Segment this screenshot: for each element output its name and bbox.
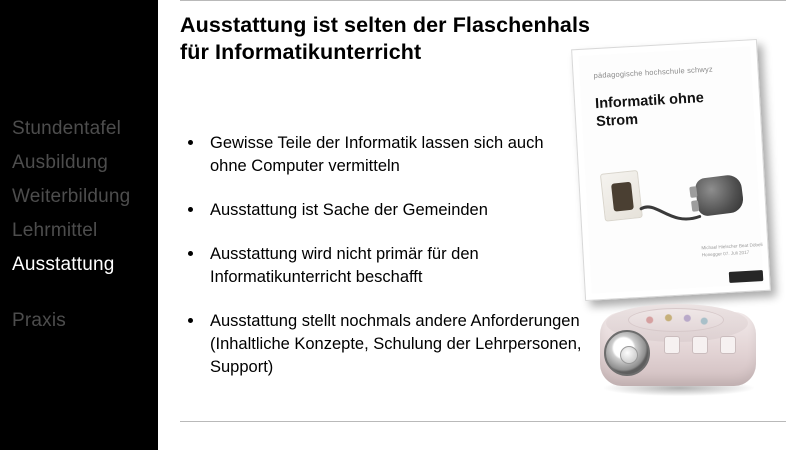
sidebar-item-label: Praxis (12, 310, 66, 331)
top-divider (180, 0, 786, 1)
plug-pin-icon (689, 186, 697, 198)
list-item (182, 243, 582, 289)
bottom-divider (180, 421, 786, 422)
sidebar-item-stundentafel[interactable] (12, 112, 158, 146)
title-line-1: Ausstattung ist selten der Flaschenhals (180, 13, 591, 37)
robot-wheel-icon (604, 330, 650, 376)
bullet-dot-icon (188, 318, 193, 323)
list-item (182, 199, 582, 222)
sidebar-item-label: Stundentafel (12, 118, 122, 139)
bullet-dot-icon (188, 251, 193, 256)
list-item-text: Ausstattung wird nicht primär für den Informatikunterricht beschafft (210, 245, 479, 286)
book-publisher: pädagogische hochschule schwyz (593, 64, 714, 81)
sidebar-item-praxis[interactable] (12, 304, 158, 338)
book-authors: Michael Hielscher Beat Döbeli Honegger 07. Juli 2017 (701, 242, 763, 258)
sidebar-item-weiterbildung[interactable] (12, 180, 158, 214)
book-cover-image (570, 38, 790, 308)
sidebar-item-label: Ausstattung (12, 254, 115, 275)
robot-led-ring-icon (628, 308, 724, 332)
license-badge (729, 270, 764, 283)
sidebar-item-lehrmittel[interactable] (12, 214, 158, 248)
sidebar-item-label: Weiterbildung (12, 186, 131, 207)
list-item-text: Gewisse Teile der Informatik lassen sich auch ohne Computer vermitteln (210, 134, 544, 175)
sidebar-item-label: Lehrmittel (12, 220, 98, 241)
power-socket-icon (600, 170, 643, 222)
bullet-list (182, 132, 582, 379)
robot-image (552, 296, 792, 408)
socket-hole-icon (611, 182, 634, 212)
sidebar-item-ausbildung[interactable] (12, 146, 158, 180)
sidebar-nav (12, 112, 158, 338)
book-title: Informatik ohne Strom (594, 90, 705, 131)
book-cover-face (578, 46, 763, 293)
slide-content (158, 0, 800, 450)
bullet-dot-icon (188, 207, 193, 212)
bullet-dot-icon (188, 140, 193, 145)
list-item (182, 310, 582, 379)
book-cover (571, 39, 771, 301)
plug-pin-icon (691, 200, 699, 212)
sidebar-item-ausstattung[interactable] (12, 248, 158, 282)
robot-wheel-hub-icon (620, 346, 638, 364)
sidebar (0, 0, 158, 450)
power-plug-icon (694, 174, 744, 217)
list-item-text: Ausstattung ist Sache der Gemeinden (210, 201, 488, 219)
robot-sensor-icon (720, 336, 736, 354)
robot-sensor-icon (692, 336, 708, 354)
title-line-2: für Informatikunterricht (180, 40, 422, 64)
robot-sensor-icon (664, 336, 680, 354)
sidebar-item-label: Ausbildung (12, 152, 109, 173)
list-item-text: Ausstattung stellt nochmals andere Anforderungen (Inhaltliche Konzepte, Schulung der Lehrpersonen, Support) (210, 312, 582, 376)
list-item (182, 132, 582, 178)
